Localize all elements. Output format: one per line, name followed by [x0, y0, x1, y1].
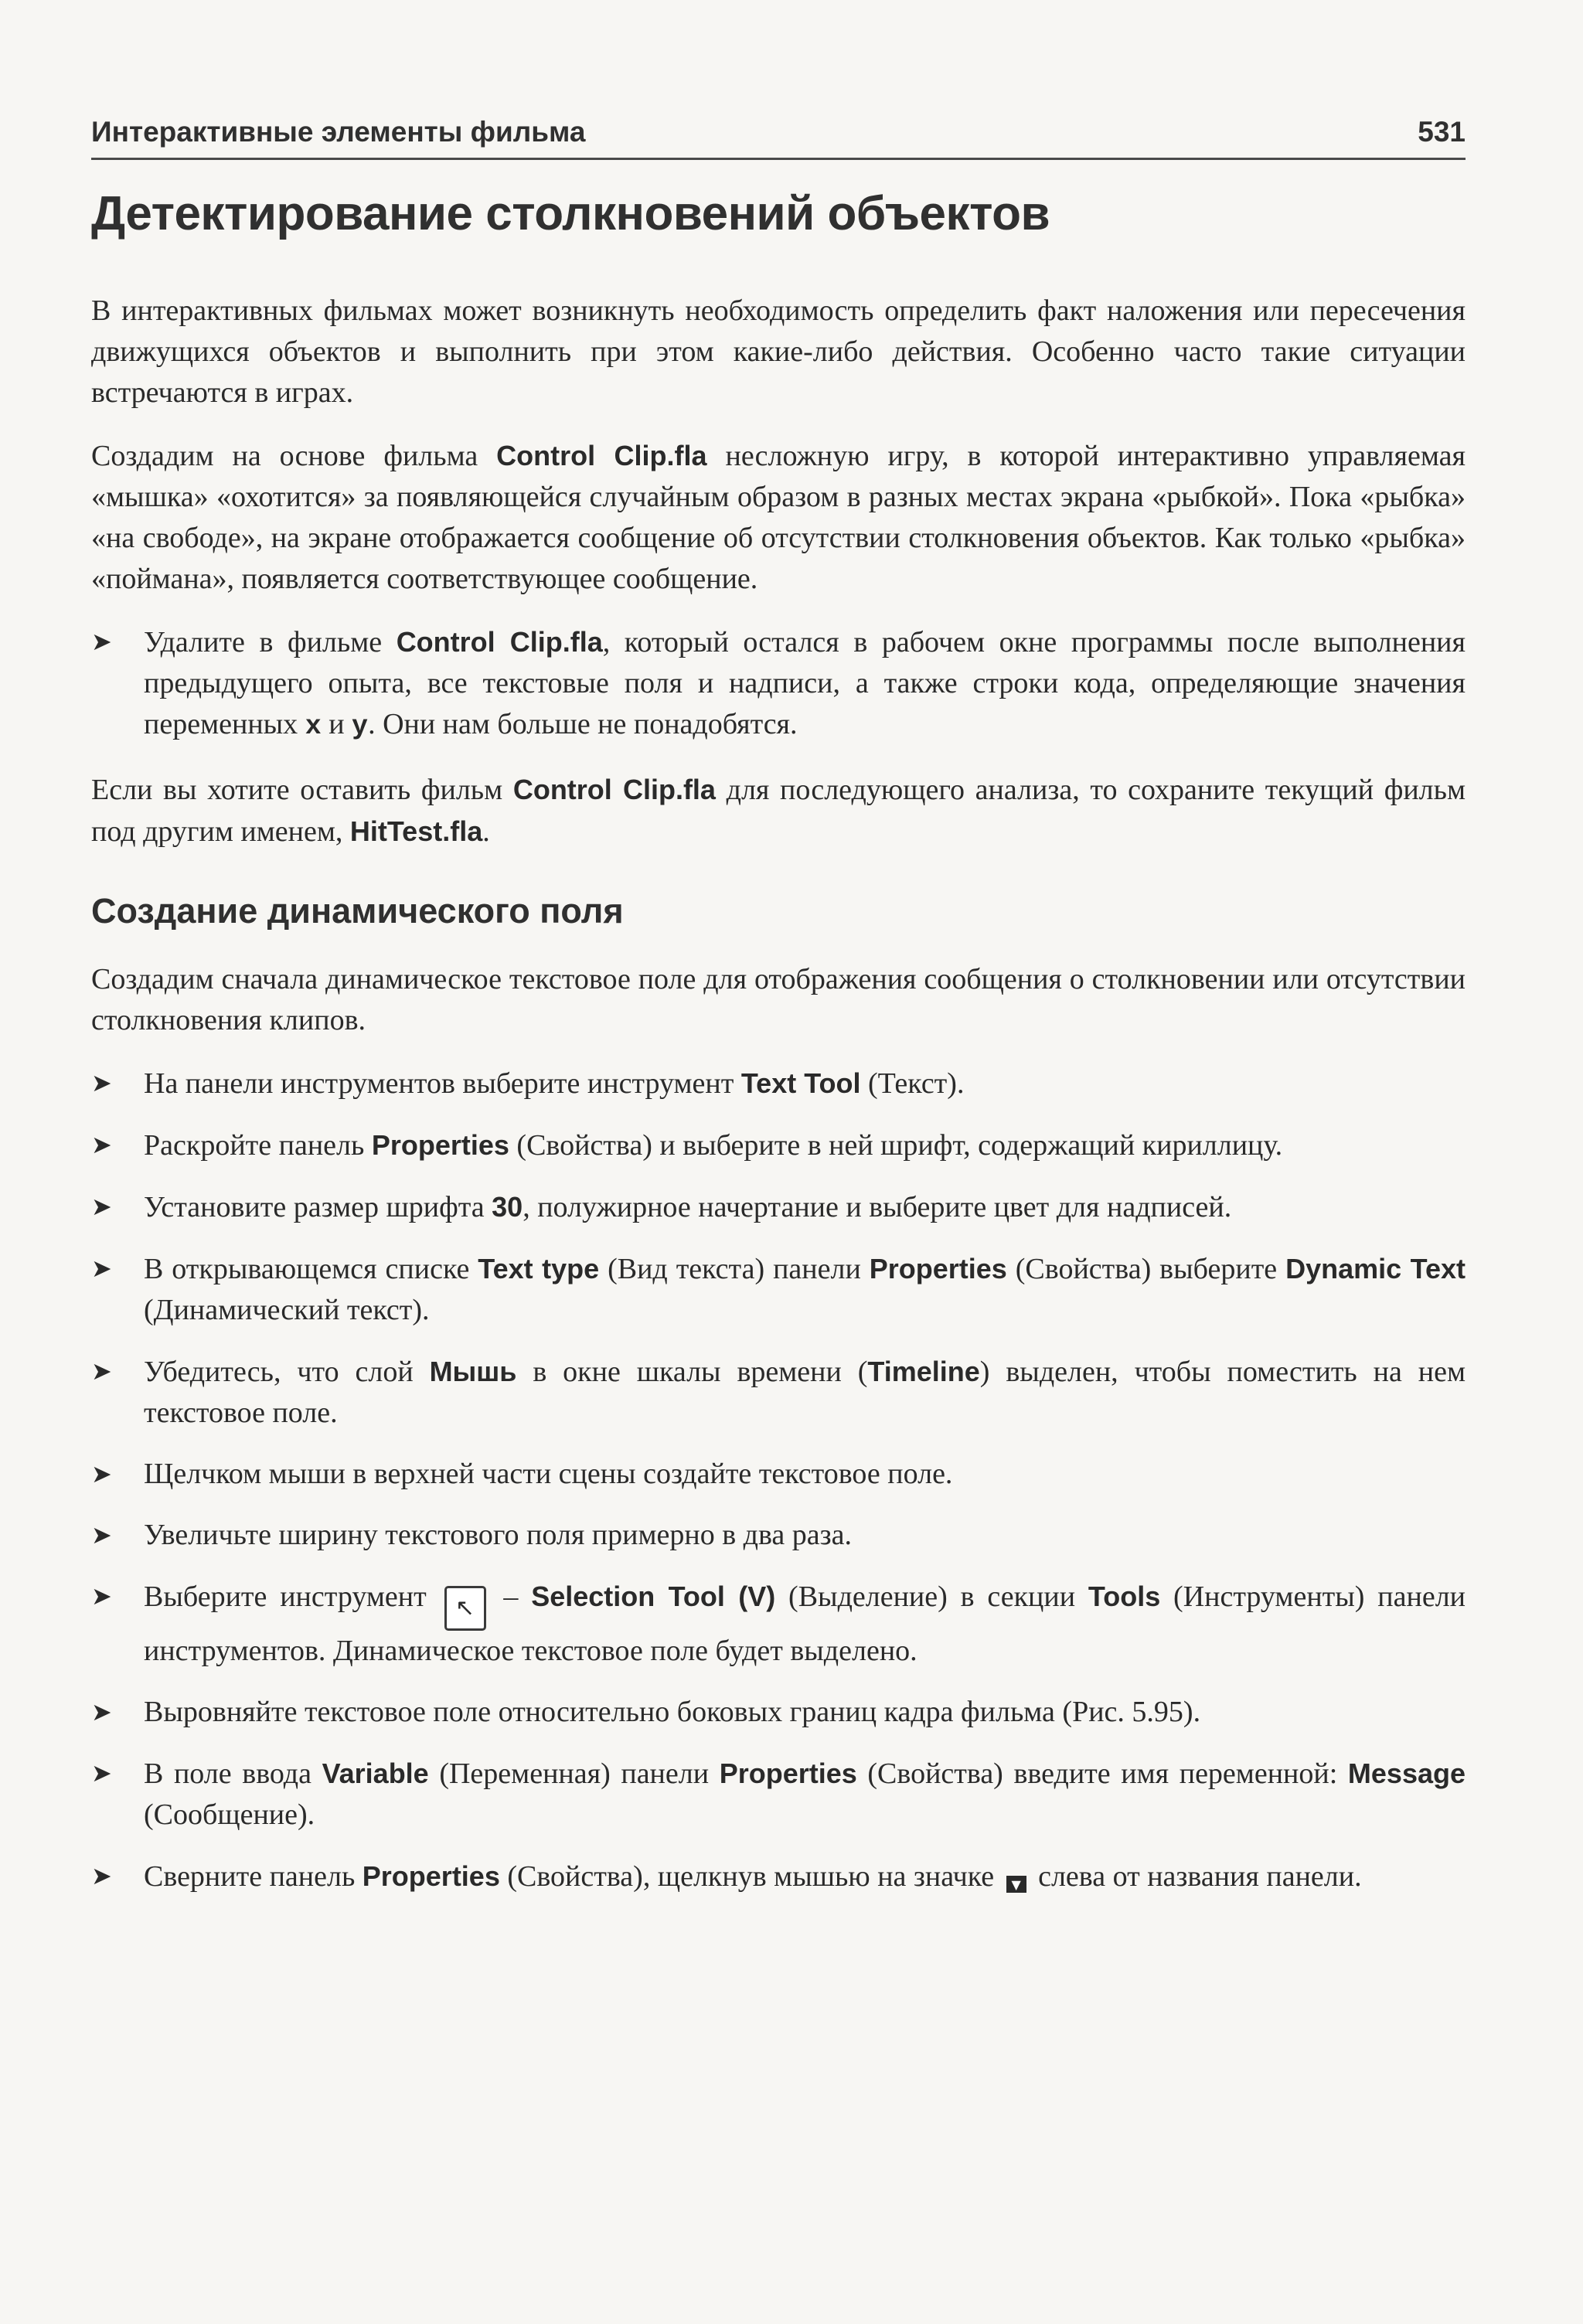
list-item: ➤ Увеличьте ширину текстового поля примерно в два раза. — [91, 1515, 1466, 1556]
page-number: 531 — [1418, 116, 1466, 148]
game-description-paragraph: Создадим на основе фильма Control Clip.fla несложную игру, в которой интерактивно управляемая «мышка» «охотится» за появляющейся случайным образом в разных местах экрана «рыбкой». Пока «рыбка» «на свободе», на экране отображается сообщение об отсутствии столкновения объектов. Как только «рыбка» «поймана», появляется соответствующее сообщение. — [91, 440, 1466, 595]
bullet-arrow-icon: ➤ — [91, 1520, 112, 1550]
list-item: ➤ На панели инструментов выберите инструмент Text Tool (Текст). — [91, 1063, 1466, 1104]
save-hint-paragraph: Если вы хотите оставить фильм Control Clip.fla для последующего анализа, то сохраните текущий фильм под другим именем, HitTest.fla. — [91, 774, 1466, 848]
running-head — [91, 116, 1466, 160]
list-item: ➤ В открывающемся списке Text type (Вид текста) панели Properties (Свойства) выберите Dynamic Text (Динамический текст). — [91, 1248, 1466, 1331]
subsection-intro: Создадим сначала динамическое текстовое поле для отображения сообщения о столкновении или отсутствии столкновения клипов. — [91, 963, 1466, 1036]
bullet-arrow-icon: ➤ — [91, 1068, 112, 1097]
bullet-arrow-icon: ➤ — [91, 1757, 112, 1788]
collapse-triangle-icon: ▼ — [1006, 1876, 1026, 1893]
bullet-arrow-icon: ➤ — [91, 1254, 112, 1283]
bullet-arrow-icon: ➤ — [91, 1356, 112, 1386]
list-item: ➤ Выберите инструмент ↖ – Selection Tool (V) (Выделение) в секции Tools (Инструменты) панели инструментов. Динамическое текстовое поле будет выделено. — [91, 1576, 1466, 1672]
steps-list-1 — [91, 621, 1466, 747]
list-item: ➤ Удалите в фильме Control Clip.fla, который остался в рабочем окне программы после выполнения предыдущего опыта, все текстовые поля и надписи, а также строки кода, определяющие значения переменных x и y. Они нам больше не понадобятся. — [91, 621, 1466, 747]
bullet-arrow-icon: ➤ — [91, 1130, 112, 1159]
bullet-arrow-icon: ➤ — [91, 627, 112, 656]
chapter-title: Интерактивные элементы фильма — [91, 116, 586, 148]
list-item: ➤ Убедитесь, что слой Мышь в окне шкалы времени (Timeline) выделен, чтобы поместить на нем текстовое поле. — [91, 1351, 1466, 1434]
steps-list-2 — [91, 1063, 1466, 1897]
list-item: ➤ Сверните панель Properties (Свойства), щелкнув мышью на значке ▼ слева от названия панели. — [91, 1856, 1466, 1897]
list-item: ➤ Выровняйте текстовое поле относительно боковых границ кадра фильма (Рис. 5.95). — [91, 1692, 1466, 1733]
subsection-title: Создание динамического поля — [91, 891, 624, 931]
list-item: ➤ Установите размер шрифта 30, полужирное начертание и выберите цвет для надписей. — [91, 1186, 1466, 1228]
bullet-arrow-icon: ➤ — [91, 1696, 112, 1727]
list-item: ➤ В поле ввода Variable (Переменная) панели Properties (Свойства) введите имя переменной: Message (Сообщение). — [91, 1753, 1466, 1836]
bullet-arrow-icon: ➤ — [91, 1459, 112, 1489]
list-item: ➤ Раскройте панель Properties (Свойства) и выберите в ней шрифт, содержащий кириллицу. — [91, 1125, 1466, 1166]
list-item: ➤ Щелчком мыши в верхней части сцены создайте текстовое поле. — [91, 1454, 1466, 1495]
intro-paragraph: В интерактивных фильмах может возникнуть необходимость определить факт наложения или пересечения движущихся объектов и выполнить при этом какие-либо действия. Особенно часто такие ситуации встречаются в играх. — [91, 294, 1466, 409]
book-page — [91, 116, 1466, 1919]
bullet-arrow-icon: ➤ — [91, 1581, 112, 1611]
section-title: Детектирование столкновений объектов — [91, 187, 1050, 240]
bullet-arrow-icon: ➤ — [91, 1860, 112, 1890]
bullet-arrow-icon: ➤ — [91, 1192, 112, 1221]
arrow-cursor-icon: ↖ — [444, 1586, 486, 1631]
